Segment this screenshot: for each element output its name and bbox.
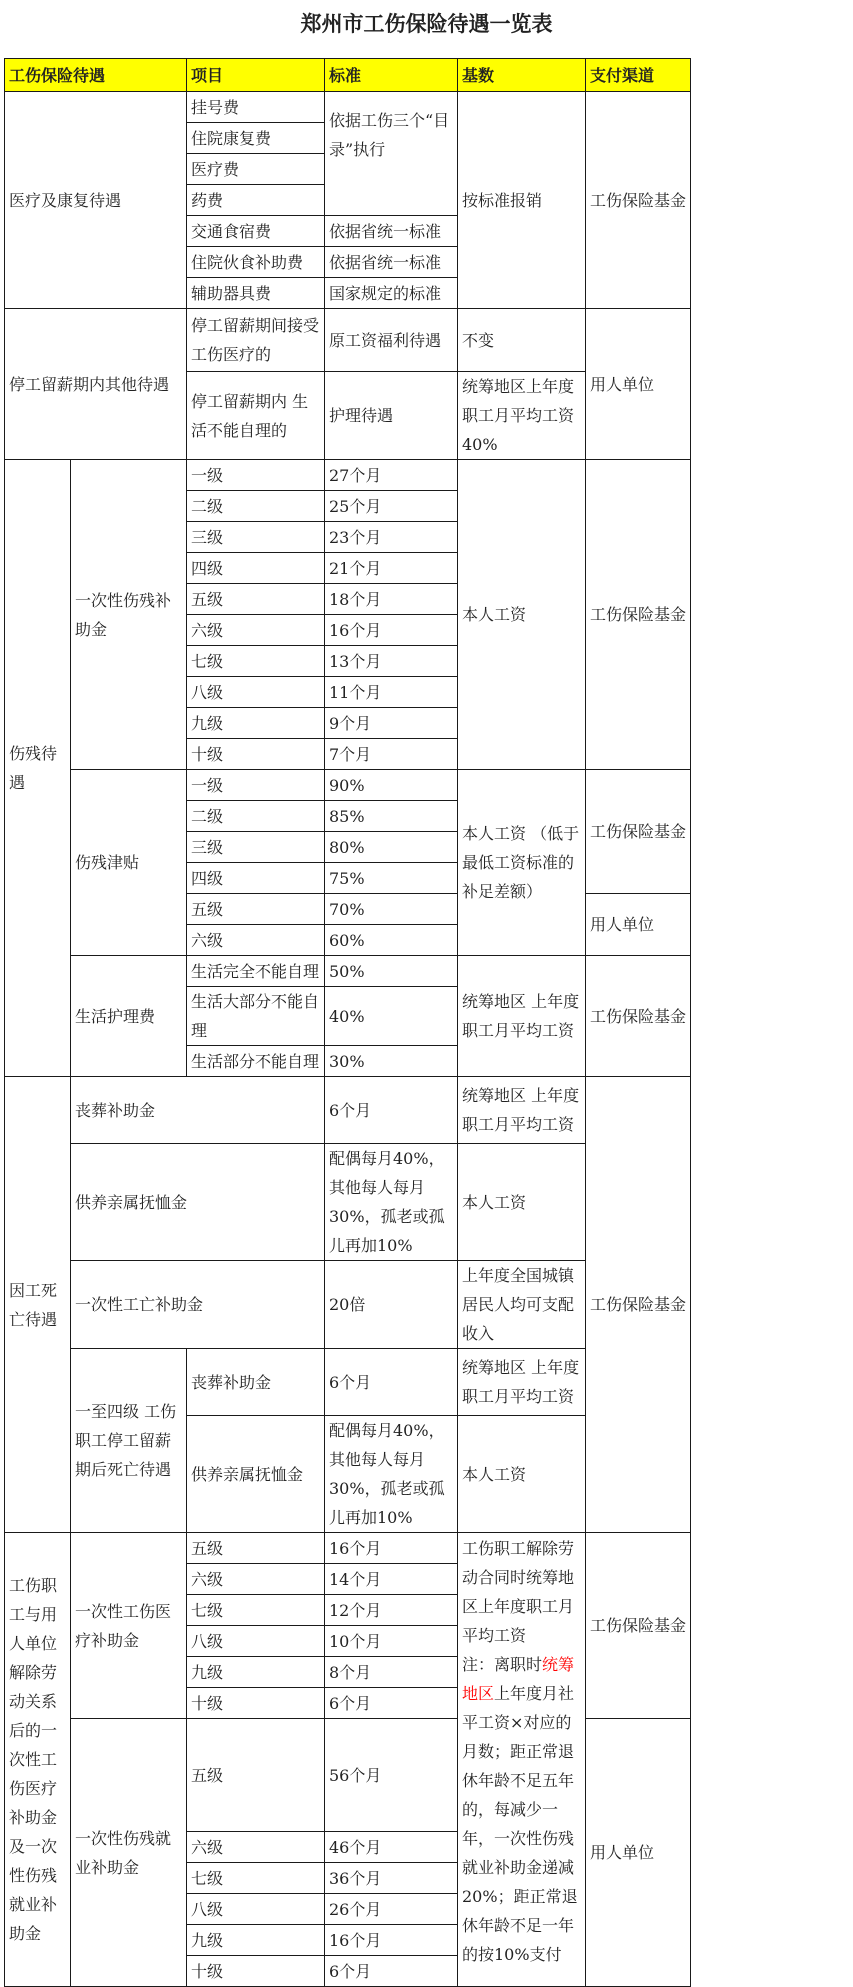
item-cell: 停工留薪期内 生活不能自理的 [187,372,325,460]
item-cell: 丧葬补助金 [71,1077,325,1144]
header-row [5,59,691,92]
base-cell: 统筹地区 上年度职工月平均工资 [458,956,586,1077]
standard-cell: 配偶每月40%， 其他每人每月30%，孤老或孤儿再加10% [325,1416,458,1533]
item-cell: 供养亲属抚恤金 [187,1416,325,1533]
table-row [5,1719,691,1832]
standard-cell: 21个月 [325,553,458,584]
item-cell: 住院伙食补助费 [187,247,325,278]
standard-cell: 75% [325,863,458,894]
standard-cell: 80% [325,832,458,863]
payer-cell: 工伤保险基金 [586,92,691,309]
table-row [5,92,691,123]
item-cell: 七级 [187,1595,325,1626]
item-cell: 六级 [187,1564,325,1595]
standard-cell: 护理待遇 [325,372,458,460]
standard-cell: 25个月 [325,491,458,522]
table-row [5,956,691,987]
base-cell: 统筹地区 上年度职工月平均工资 [458,1349,586,1416]
header-base: 基数 [458,59,586,92]
item-cell: 十级 [187,739,325,770]
payer-cell: 工伤保险基金 [586,1533,691,1719]
base-cell: 本人工资 [458,460,586,770]
payer-cell: 用人单位 [586,1719,691,1987]
payer-cell: 工伤保险基金 [586,1077,691,1533]
item-cell: 辅助器具费 [187,278,325,309]
standard-cell: 26个月 [325,1894,458,1925]
item-cell: 挂号费 [187,92,325,123]
item-cell: 八级 [187,1894,325,1925]
base-cell: 上年度全国城镇居民人均可支配收入 [458,1261,586,1349]
item-cell: 停工留薪期间接受工伤医疗的 [187,309,325,372]
item-cell: 五级 [187,584,325,615]
subcategory-cell: 一次性工伤医疗补助金 [71,1533,187,1719]
category-suspension: 停工留薪期内其他待遇 [5,309,187,460]
standard-cell: 27个月 [325,460,458,491]
item-cell: 七级 [187,1863,325,1894]
item-cell: 十级 [187,1688,325,1719]
item-cell: 三级 [187,522,325,553]
base-cell: 统筹地区 上年度职工月平均工资 [458,1077,586,1144]
standard-cell: 国家规定的标准 [325,278,458,309]
table-row [5,309,691,372]
subcategory-cell: 一至四级 工伤职工停工留薪期后死亡待遇 [71,1349,187,1533]
item-cell: 药费 [187,185,325,216]
base-note-suffix: 上年度月社平工资×对应的月数；距正常退休年龄不足五年的，每减少一年，一次性伤残就业补助金递减20%；距正常退休年龄不足一年的按10%支付 [462,1684,578,1964]
item-cell: 四级 [187,553,325,584]
item-cell: 一级 [187,460,325,491]
standard-cell: 36个月 [325,1863,458,1894]
item-cell: 十级 [187,1956,325,1987]
header-benefit: 工伤保险待遇 [5,59,187,92]
item-cell: 供养亲属抚恤金 [71,1144,325,1261]
category-termination: 工伤职工与用人单位解除劳动关系后的一次性工伤医疗补助金及一次性伤残就业补助金 [5,1533,71,1987]
payer-cell: 工伤保险基金 [586,770,691,894]
subcategory-cell: 一次性伤残补助金 [71,460,187,770]
standard-cell: 70% [325,894,458,925]
item-cell: 五级 [187,894,325,925]
item-cell: 交通食宿费 [187,216,325,247]
table-row [5,460,691,491]
item-cell: 三级 [187,832,325,863]
standard-cell: 依据省统一标准 [325,216,458,247]
base-note-highlight: 统筹地区 [462,1655,575,1703]
standard-cell: 6个月 [325,1688,458,1719]
standard-cell: 50% [325,956,458,987]
base-cell: 本人工资 [458,1416,586,1533]
standard-cell: 20倍 [325,1261,458,1349]
base-cell [458,1533,586,1987]
standard-cell: 30% [325,1046,458,1077]
standard-cell: 10个月 [325,1626,458,1657]
standard-cell: 46个月 [325,1832,458,1863]
header-payer: 支付渠道 [586,59,691,92]
base-cell: 本人工资 [458,1144,586,1261]
standard-cell: 90% [325,770,458,801]
standard-cell: 依据省统一标准 [325,247,458,278]
header-standard: 标准 [325,59,458,92]
standard-cell: 8个月 [325,1657,458,1688]
item-cell: 一次性工亡补助金 [71,1261,325,1349]
item-cell: 九级 [187,1925,325,1956]
standard-cell: 85% [325,801,458,832]
standard-cell: 16个月 [325,615,458,646]
standard-cell: 11个月 [325,677,458,708]
base-cell: 本人工资 （低于最低工资标准的补足差额） [458,770,586,956]
standard-cell: 14个月 [325,1564,458,1595]
header-item: 项目 [187,59,325,92]
standard-cell: 9个月 [325,708,458,739]
item-cell: 一级 [187,770,325,801]
item-cell: 五级 [187,1533,325,1564]
subcategory-cell: 一次性伤残就业补助金 [71,1719,187,1987]
base-cell: 按标准报销 [458,92,586,309]
item-cell: 住院康复费 [187,123,325,154]
item-cell: 二级 [187,801,325,832]
standard-cell: 12个月 [325,1595,458,1626]
item-cell: 六级 [187,1832,325,1863]
item-cell: 丧葬补助金 [187,1349,325,1416]
standard-cell: 6个月 [325,1349,458,1416]
standard-cell: 依据工伤三个“目录”执行 [325,92,458,216]
table-row [5,1077,691,1144]
standard-cell: 16个月 [325,1925,458,1956]
table-row [5,770,691,801]
item-cell: 四级 [187,863,325,894]
page-title: 郑州市工伤保险待遇一览表 [300,12,553,36]
standard-cell: 16个月 [325,1533,458,1564]
standard-cell: 配偶每月40%， 其他每人每月30%，孤老或孤儿再加10% [325,1144,458,1261]
standard-cell: 7个月 [325,739,458,770]
item-cell: 七级 [187,646,325,677]
payer-cell: 工伤保险基金 [586,956,691,1077]
subcategory-cell: 伤残津贴 [71,770,187,956]
item-cell: 九级 [187,708,325,739]
table-row [5,1533,691,1564]
standard-cell: 40% [325,987,458,1046]
standard-cell: 23个月 [325,522,458,553]
standard-cell: 56个月 [325,1719,458,1832]
standard-cell: 18个月 [325,584,458,615]
benefits-table [4,58,691,1987]
base-cell: 不变 [458,309,586,372]
standard-cell: 6个月 [325,1077,458,1144]
item-cell: 二级 [187,491,325,522]
payer-cell: 工伤保险基金 [586,460,691,770]
item-cell: 生活大部分不能自理 [187,987,325,1046]
subcategory-cell: 生活护理费 [71,956,187,1077]
standard-cell: 60% [325,925,458,956]
item-cell: 医疗费 [187,154,325,185]
category-death: 因工死亡待遇 [5,1077,71,1533]
item-cell: 生活完全不能自理 [187,956,325,987]
category-medical: 医疗及康复待遇 [5,92,187,309]
item-cell: 九级 [187,1657,325,1688]
item-cell: 六级 [187,925,325,956]
base-note-prefix: 注：离职时 [462,1655,543,1674]
category-disability: 伤残待遇 [5,460,71,1077]
standard-cell: 13个月 [325,646,458,677]
item-cell: 八级 [187,677,325,708]
payer-cell: 用人单位 [586,309,691,460]
item-cell: 八级 [187,1626,325,1657]
item-cell: 生活部分不能自理 [187,1046,325,1077]
standard-cell: 6个月 [325,1956,458,1987]
item-cell: 六级 [187,615,325,646]
base-cell: 统筹地区上年度职工月平均工资40% [458,372,586,460]
base-text: 工伤职工解除劳动合同时统筹地区上年度职工月平均工资 [462,1539,575,1645]
payer-cell: 用人单位 [586,894,691,956]
standard-cell: 原工资福利待遇 [325,309,458,372]
item-cell: 五级 [187,1719,325,1832]
